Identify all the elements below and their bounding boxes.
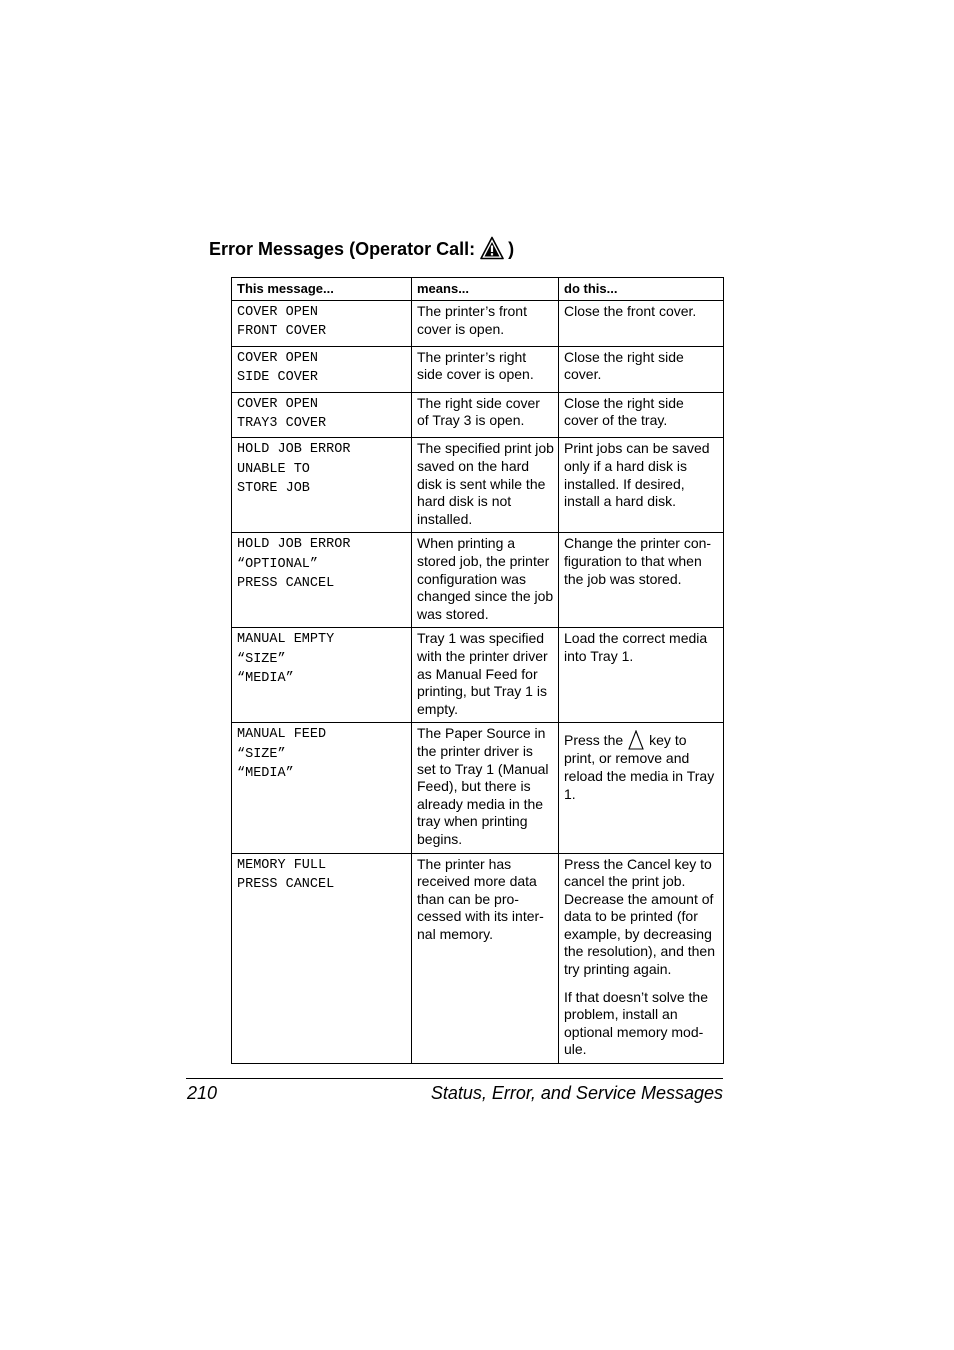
action-cell (559, 853, 724, 1064)
table-row (232, 301, 724, 347)
table-row (232, 346, 724, 392)
chapter-title: Status, Error, and Service Messages (430, 1083, 723, 1103)
means-cell: The printer’s front cover is open. (412, 301, 559, 347)
action-press-after: key to print, or remove and reload the media in Tray 1. (564, 732, 715, 802)
message-cell: COVER OPEN SIDE COVER (232, 346, 412, 392)
action-press-before: Press the (564, 732, 624, 749)
table-row (232, 533, 724, 628)
means-cell: Tray 1 was specified with the printer driver as Manual Feed for printing, but Tray 1 is empty. (412, 628, 559, 723)
action-paragraph: Press the Cancel key to cancel the print job. Decrease the amount of data to be printed (for example, by decreasing the resolution), and then try printing again. (564, 855, 715, 978)
message-cell: HOLD JOB ERROR UNABLE TO STORE JOB (232, 438, 412, 533)
section-heading-suffix: ) (508, 239, 515, 259)
table-row (232, 853, 724, 1064)
message-cell: HOLD JOB ERROR “OPTIONAL” PRESS CANCEL (232, 533, 412, 628)
action-cell (559, 346, 724, 392)
table-row (232, 438, 724, 533)
message-cell: MANUAL FEED “SIZE” “MEDIA” (232, 723, 412, 853)
action-cell (559, 301, 724, 347)
action-paragraph: Close the right side cover of the tray. (564, 394, 684, 429)
action-cell (559, 438, 724, 533)
column-header-means: means... (412, 278, 559, 301)
column-header-message: This message... (232, 278, 412, 301)
action-cell (559, 392, 724, 438)
warning-triangle-icon (480, 236, 504, 260)
action-paragraph: Print jobs can be saved only if a hard disk is installed. If desired, install a hard disk. (564, 440, 710, 510)
table-header-row (232, 278, 724, 301)
means-cell: When printing a stored job, the printer configuration was changed since the job was stored. (412, 533, 559, 628)
footer-rule (186, 1078, 723, 1079)
page-number: 210 (187, 1083, 218, 1103)
message-cell: COVER OPEN FRONT COVER (232, 301, 412, 347)
action-paragraph: If that doesn’t solve the problem, install an optional memory mod-ule. (564, 988, 708, 1058)
action-paragraph: Change the printer con-figuration to that when the job was stored. (564, 535, 712, 587)
table-row (232, 723, 724, 853)
error-message-table (231, 277, 724, 1064)
action-cell (559, 628, 724, 723)
means-cell: The printer’s right side cover is open. (412, 346, 559, 392)
action-cell (559, 723, 724, 853)
action-paragraph: Close the right side cover. (564, 348, 684, 383)
means-cell: The right side cover of Tray 3 is open. (412, 392, 559, 438)
section-heading-text: Error Messages (Operator Call: (209, 239, 476, 259)
action-cell (559, 533, 724, 628)
action-paragraph: Close the front cover. (564, 303, 697, 319)
action-paragraph: Load the correct media into Tray 1. (564, 630, 708, 664)
column-header-action: do this... (559, 278, 724, 301)
means-cell: The specified print job saved on the hard disk is sent while the hard disk is not installed. (412, 438, 559, 533)
up-triangle-key-icon (628, 730, 644, 750)
means-cell: The printer has received more data than can be pro-cessed with its inter-nal memory. (412, 853, 559, 1064)
table-row (232, 628, 724, 723)
message-cell: MEMORY FULL PRESS CANCEL (232, 853, 412, 1064)
message-cell: MANUAL EMPTY “SIZE” “MEDIA” (232, 628, 412, 723)
table-row (232, 392, 724, 438)
section-heading (209, 236, 514, 262)
message-cell: COVER OPEN TRAY3 COVER (232, 392, 412, 438)
means-cell: The Paper Source in the printer driver is set to Tray 1 (Manual Feed), but there is already media in the tray when printing begins. (412, 723, 559, 853)
